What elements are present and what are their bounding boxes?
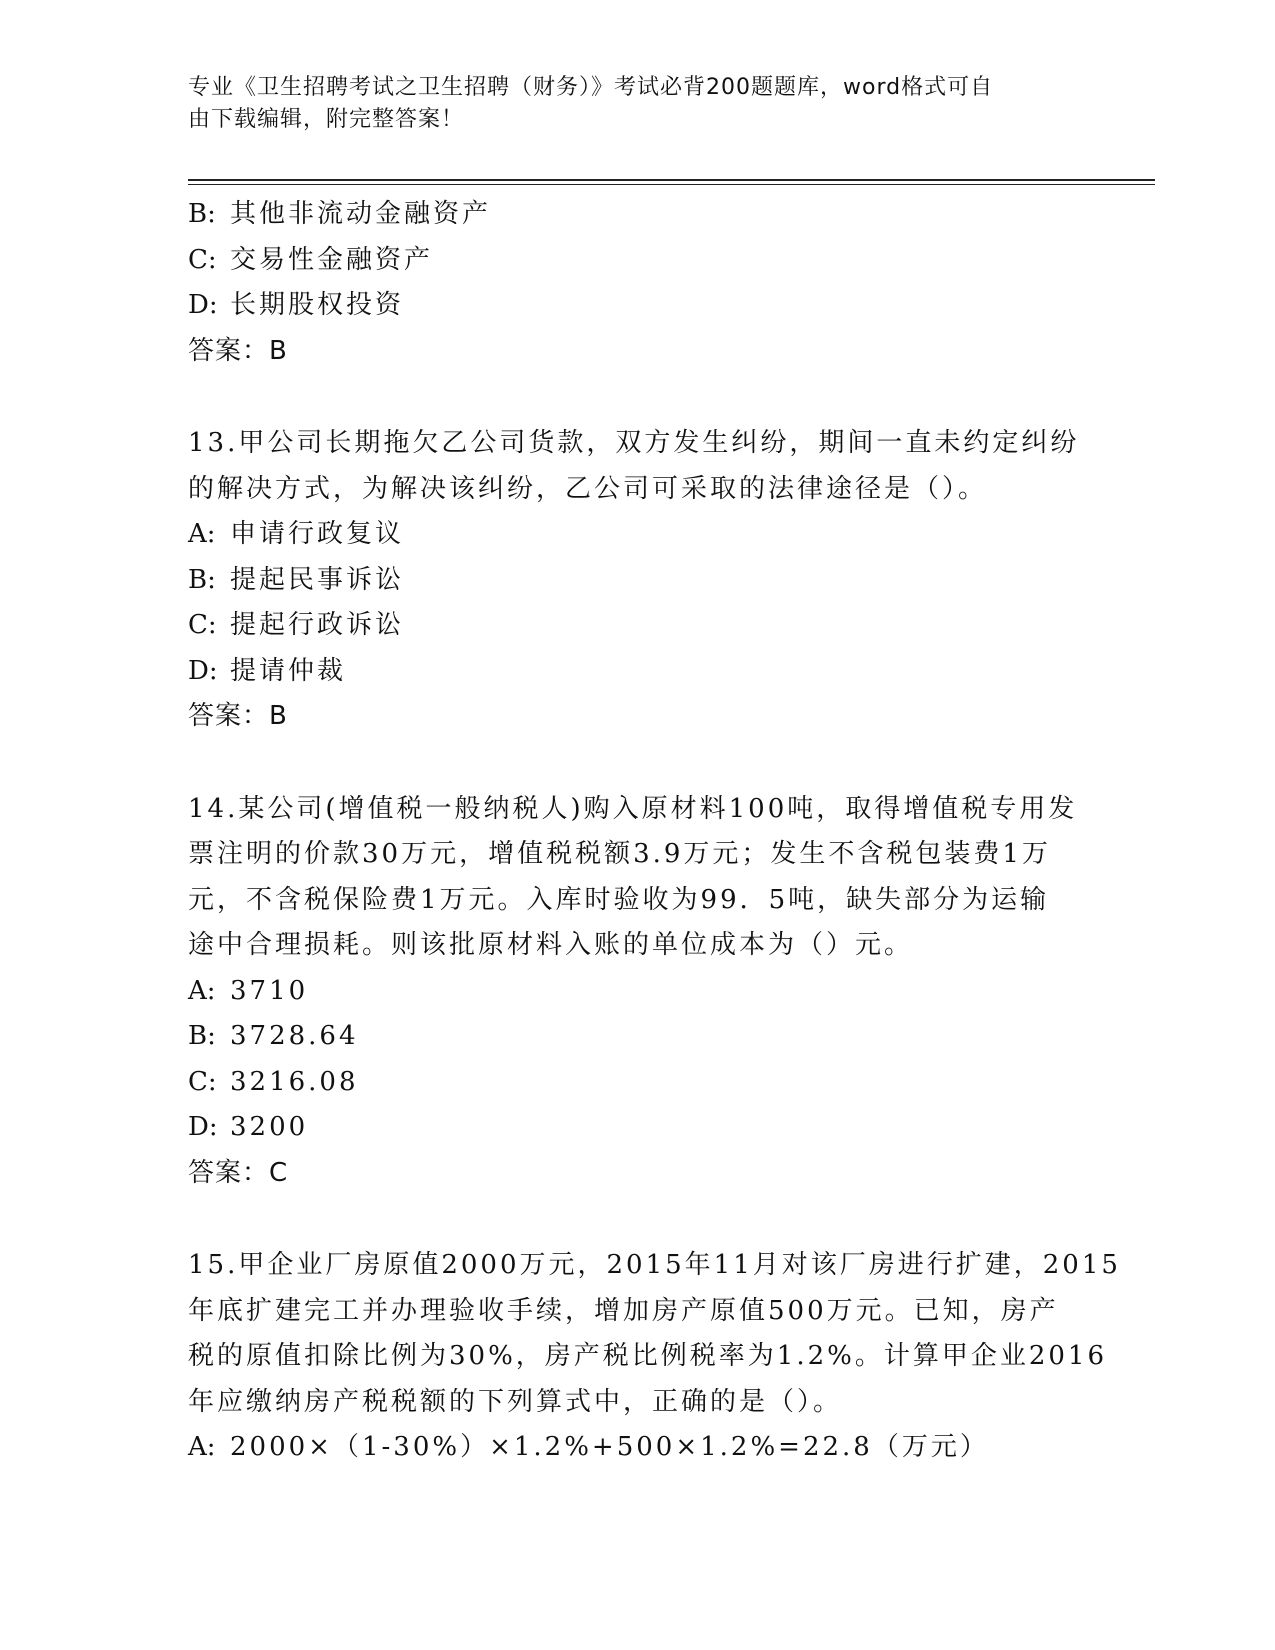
- header-line-1: 专业《卫生招聘考试之卫生招聘（财务）》考试必背200题题库，word格式可自: [188, 75, 994, 100]
- question-stem-line: 元，不含税保险费1万元。入库时验收为99．5吨，缺失部分为运输: [188, 884, 1050, 915]
- header-divider-thin: [188, 184, 1155, 185]
- option-a: A: 申请行政复议: [188, 519, 405, 549]
- option-b: B: 3728.64: [188, 1021, 359, 1051]
- option-c: C: 交易性金融资产: [188, 244, 434, 275]
- option-b: B: 提起民事诉讼: [188, 564, 405, 595]
- question-stem-line: 年底扩建完工并办理验收手续，增加房产原值500万元。已知，房产: [188, 1295, 1059, 1326]
- question-12-fragment: [188, 192, 1088, 374]
- answer-line: 答案：C: [188, 1157, 289, 1188]
- question-stem-line: 的解决方式，为解决该纠纷，乙公司可采取的法律途径是（）。: [188, 473, 988, 504]
- option-d: D: 提请仲裁: [188, 655, 347, 686]
- option-c: C: 3216.08: [188, 1066, 359, 1097]
- option-d: D: 长期股权投资: [188, 290, 405, 320]
- answer-line: 答案：B: [188, 335, 288, 366]
- answer-line: 答案：B: [188, 701, 288, 731]
- option-c: C: 提起行政诉讼: [188, 610, 405, 640]
- option-a: A: 3710: [188, 975, 309, 1006]
- question-stem-line: 年应缴纳房产税税额的下列算式中，正确的是（）。: [188, 1386, 843, 1417]
- header-line-2: 由下载编辑，附完整答案！: [188, 107, 465, 132]
- question-stem-line: 13.甲公司长期拖欠乙公司货款，双方发生纠纷，期间一直未约定纠纷: [188, 428, 1080, 458]
- option-a: A: 2000×（1-30%）×1.2%+500×1.2%=22.8（万元）: [188, 1432, 989, 1462]
- header-divider: [188, 179, 1155, 181]
- question-stem-line: 票注明的价款30万元，增值税税额3.9万元；发生不含税包装费1万: [188, 839, 1051, 869]
- document-header: [188, 72, 1068, 136]
- option-b: B: 其他非流动金融资产: [188, 199, 492, 229]
- question-stem-line: 15.甲企业厂房原值2000万元，2015年11月对该厂房进行扩建，2015: [188, 1250, 1121, 1280]
- question-content: [188, 192, 1121, 1471]
- question-stem-line: 税的原值扣除比例为30%，房产税比例税率为1.2%。计算甲企业2016: [188, 1341, 1108, 1371]
- question-13: [188, 421, 1088, 740]
- question-15: [188, 1243, 1121, 1471]
- question-stem-line: 途中合理损耗。则该批原材料入账的单位成本为（）元。: [188, 930, 914, 960]
- option-d: D: 3200: [188, 1112, 309, 1142]
- question-stem-line: 14.某公司(增值税一般纳税人)购入原材料100吨，取得增值税专用发: [188, 793, 1078, 824]
- question-14: [188, 787, 1088, 1197]
